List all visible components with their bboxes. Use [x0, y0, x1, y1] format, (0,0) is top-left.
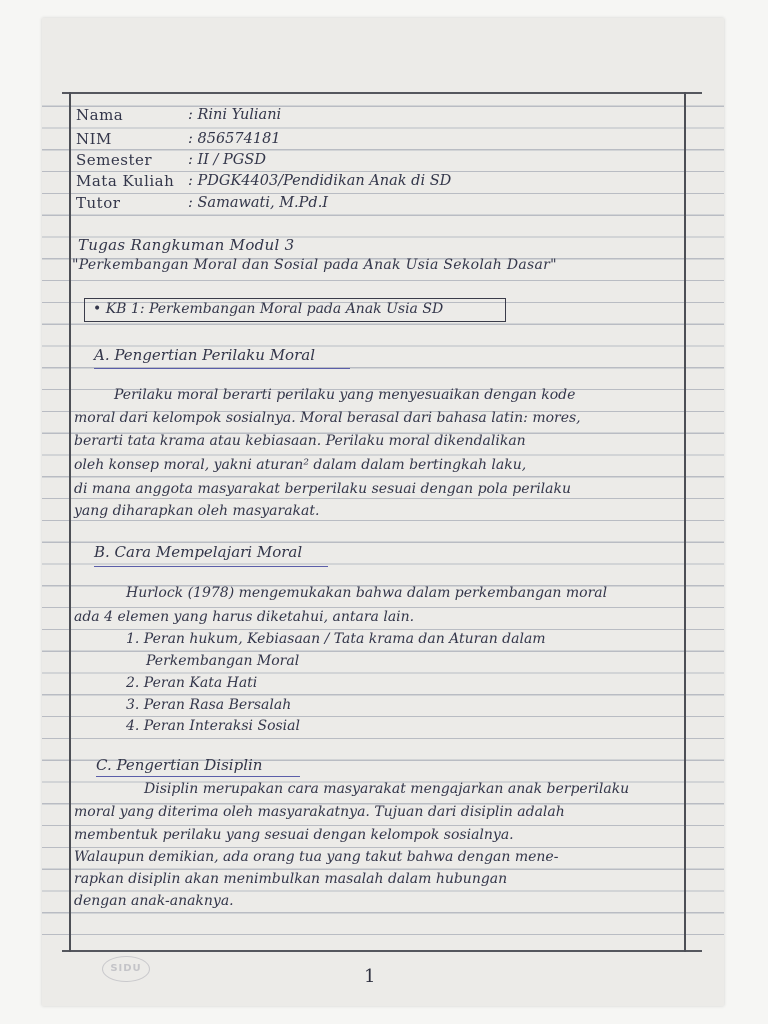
- section-b-heading: B. Cara Mempelajari Moral: [94, 543, 303, 561]
- section-b-item-1-cont: Perkembangan Moral: [146, 653, 300, 669]
- section-b-line-1: Hurlock (1978) mengemukakan bahwa dalam perkembangan moral: [126, 585, 608, 601]
- assignment-title: Tugas Rangkuman Modul 3: [78, 236, 295, 254]
- section-c-line-5: rapkan disiplin akan menimbulkan masalah dalam hubungan: [74, 871, 508, 887]
- section-b-line-2: ada 4 elemen yang harus diketahui, antara lain.: [74, 609, 415, 625]
- section-b-item-4: 4. Peran Interaksi Sosial: [126, 718, 300, 734]
- section-c-line-6: dengan anak-anaknya.: [74, 893, 234, 909]
- section-a-line-1: Perilaku moral berarti perilaku yang menyesuaikan dengan kode: [114, 387, 576, 403]
- page-top-band: [42, 18, 724, 92]
- section-a-line-5: di mana anggota masyarakat berperilaku sesuai dengan pola perilaku: [74, 481, 571, 497]
- value-nama: : Rini Yuliani: [188, 107, 282, 123]
- section-a-line-4: oleh konsep moral, yakni aturan² dalam dalam bertingkah laku,: [74, 457, 527, 473]
- section-b-underline: [94, 566, 328, 567]
- value-nim: : 856574181: [188, 131, 281, 147]
- section-a-line-6: yang diharapkan oleh masyarakat.: [74, 503, 320, 519]
- value-mata-kuliah: : PDGK4403/Pendidikan Anak di SD: [188, 173, 452, 189]
- assignment-subtitle: "Perkembangan Moral dan Sosial pada Anak Usia Sekolah Dasar": [72, 257, 557, 273]
- section-c-line-4: Walaupun demikian, ada orang tua yang takut bahwa dengan mene-: [74, 849, 559, 865]
- bottom-rule: [62, 950, 702, 952]
- sidu-logo: SIDU: [102, 956, 150, 982]
- section-a-line-2: moral dari kelompok sosialnya. Moral berasal dari bahasa latin: mores,: [74, 410, 581, 426]
- page-number: 1: [364, 966, 376, 987]
- section-a-underline: [94, 368, 350, 369]
- section-c-underline: [96, 776, 300, 777]
- section-b-item-1: 1. Peran hukum, Kebiasaan / Tata krama dan Aturan dalam: [126, 631, 546, 647]
- section-b-item-3: 3. Peran Rasa Bersalah: [126, 697, 292, 713]
- left-margin-line: [69, 92, 71, 952]
- section-c-line-1: Disiplin merupakan cara masyarakat mengajarkan anak berperilaku: [144, 781, 630, 797]
- label-tutor: Tutor: [76, 194, 121, 212]
- kb-title: • KB 1: Perkembangan Moral pada Anak Usia SD: [93, 301, 444, 317]
- section-a-line-3: berarti tata krama atau kebiasaan. Perilaku moral dikendalikan: [74, 433, 526, 449]
- section-c-heading: C. Pengertian Disiplin: [96, 756, 263, 774]
- section-c-line-2: moral yang diterima oleh masyarakatnya. Tujuan dari disiplin adalah: [74, 804, 565, 820]
- kb-box: [84, 298, 506, 322]
- label-mata-kuliah: Mata Kuliah: [76, 172, 175, 190]
- right-margin-line: [684, 92, 686, 952]
- section-b-item-2: 2. Peran Kata Hati: [126, 675, 258, 691]
- label-semester: Semester: [76, 151, 153, 169]
- value-tutor: : Samawati, M.Pd.I: [188, 195, 329, 211]
- section-c-line-3: membentuk perilaku yang sesuai dengan kelompok sosialnya.: [74, 827, 514, 843]
- value-semester: : II / PGSD: [188, 152, 266, 168]
- label-nama: Nama: [76, 106, 124, 124]
- top-rule: [62, 92, 702, 94]
- label-nim: NIM: [76, 130, 112, 148]
- section-a-heading: A. Pengertian Perilaku Moral: [94, 346, 315, 364]
